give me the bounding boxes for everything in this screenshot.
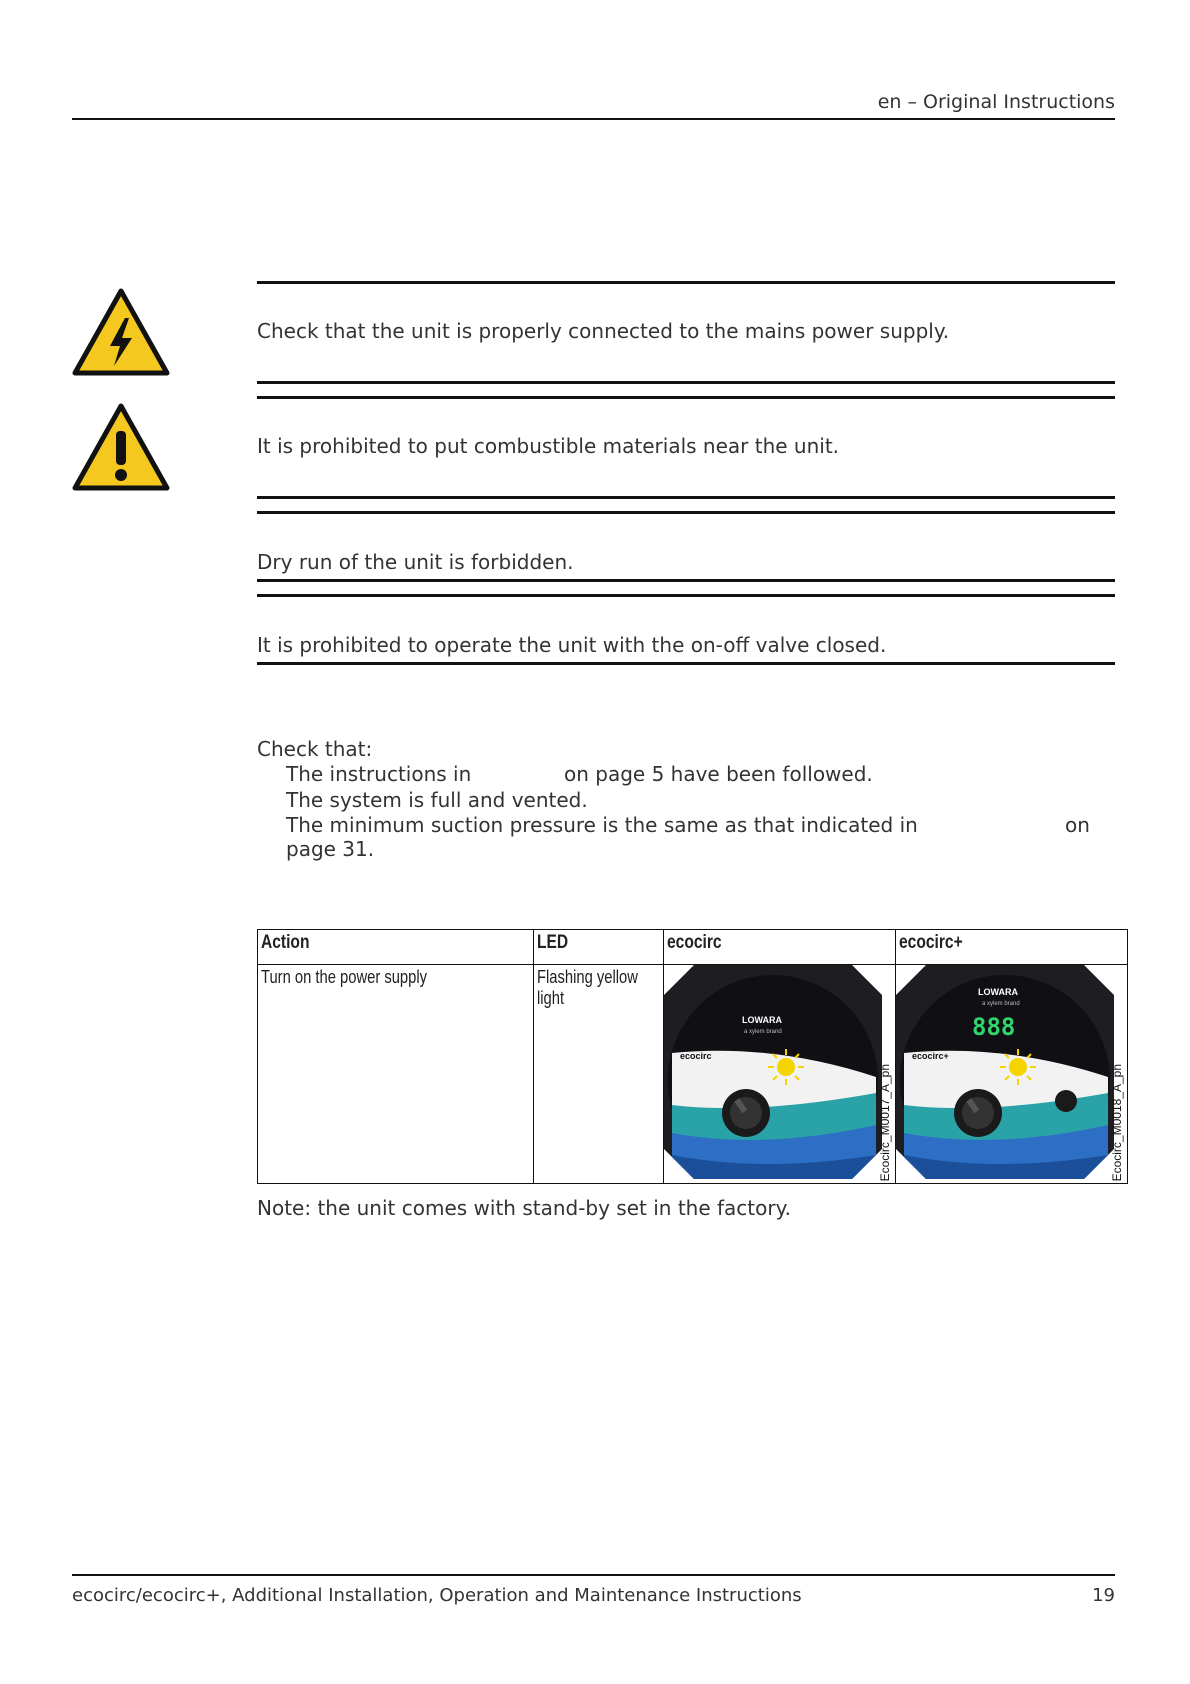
ecocirc-plus-pump-image (896, 965, 1114, 1179)
cell-ecocirc-plus-image (896, 965, 1128, 1184)
notice-top-rule (257, 281, 1115, 284)
startup-table (257, 929, 1128, 1184)
checklist-item-1b: on page 5 have been followed. (564, 762, 873, 786)
digit-display: 888 (972, 1013, 1016, 1041)
notice-bottom-rule (257, 496, 1115, 499)
notice-top-rule (257, 511, 1115, 514)
header-rule (72, 118, 1115, 120)
checklist-item-3c: page 31. (286, 837, 375, 861)
ecocirc-pump-image (664, 965, 882, 1179)
image-label: Ecocirc_M0018_A_ph (1110, 1063, 1124, 1181)
checklist-item-3b: on (1065, 813, 1090, 837)
flashing-yellow-led (1000, 1049, 1036, 1085)
header-action: Action (258, 930, 534, 965)
notice-text: Check that the unit is properly connected to the mains power supply. (257, 319, 950, 343)
notice-text: Dry run of the unit is forbidden. (257, 550, 574, 574)
cell-action: Turn on the power supply (258, 965, 534, 1184)
electrical-hazard-icon (72, 288, 170, 376)
model-label: ecocirc (679, 1051, 712, 1061)
notice-bottom-rule (257, 579, 1115, 582)
subbrand-label: a xylem brand (982, 1001, 1020, 1007)
flashing-yellow-led (768, 1049, 804, 1085)
cell-led: Flashing yellow light (533, 965, 663, 1184)
footer-rule (72, 1574, 1115, 1576)
header-led: LED (533, 930, 663, 965)
image-label: Ecocirc_M0017_A_ph (878, 1063, 893, 1181)
checklist-item-3a: The minimum suction pressure is the same as that indicated in (286, 813, 918, 837)
general-warning-icon (72, 403, 170, 491)
notice-top-rule (257, 396, 1115, 399)
header-ecocirc-plus: ecocirc+ (896, 930, 1128, 965)
notice-bottom-rule (257, 381, 1115, 384)
running-header: en – Original Instructions (877, 91, 1115, 113)
checklist-intro: Check that: (257, 737, 373, 761)
notice-text: It is prohibited to put combustible materials near the unit. (257, 434, 840, 458)
notice-bottom-rule (257, 662, 1115, 665)
checklist-item-1a: The instructions in (286, 762, 472, 786)
notice-text: It is prohibited to operate the unit with the on-off valve closed. (257, 633, 887, 657)
factory-note: Note: the unit comes with stand-by set in the factory. (257, 1196, 791, 1220)
header-ecocirc: ecocirc (663, 930, 896, 965)
button-icon (1055, 1090, 1077, 1112)
brand-label: LOWARA (741, 1015, 782, 1025)
page-number: 19 (1092, 1585, 1115, 1606)
checklist-item-2: The system is full and vented. (286, 788, 588, 812)
cell-ecocirc-image (663, 965, 896, 1184)
subbrand-label: a xylem brand (743, 1029, 782, 1035)
table-header-row (258, 930, 1128, 965)
brand-label: LOWARA (978, 987, 1019, 997)
notice-top-rule (257, 594, 1115, 597)
model-label: ecocirc+ (912, 1051, 949, 1061)
table-row (258, 965, 1128, 1184)
footer-title: ecocirc/ecocirc+, Additional Installation, Operation and Maintenance Instructions (72, 1585, 802, 1606)
